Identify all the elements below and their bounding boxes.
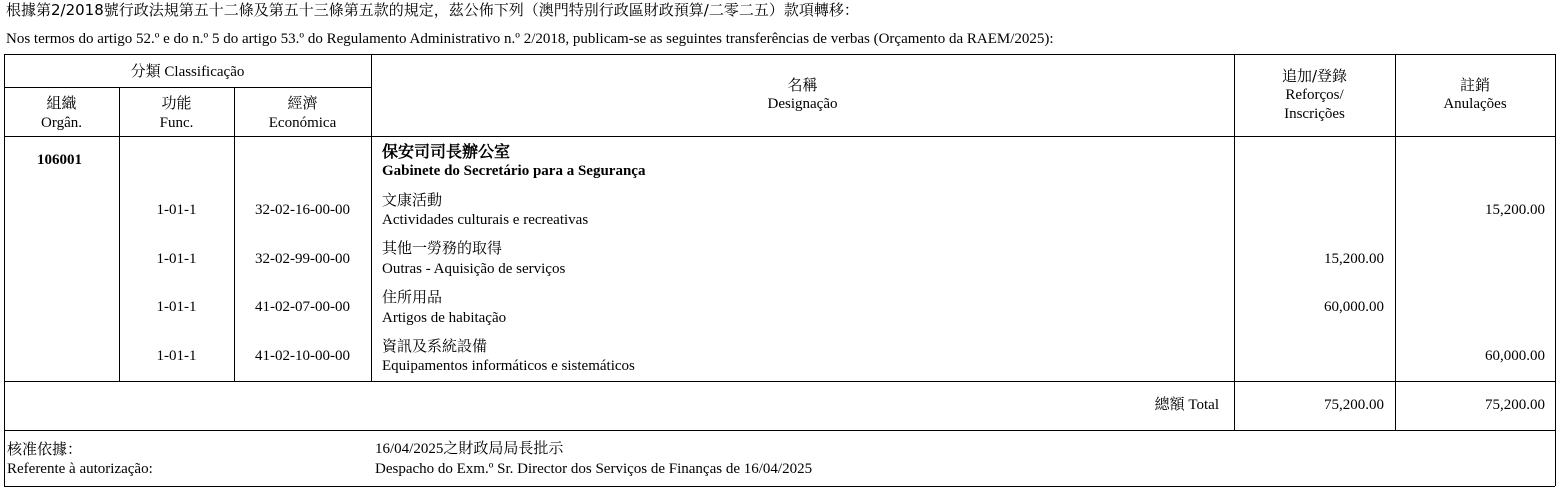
row-func: 1-01-1 bbox=[156, 202, 197, 218]
total-reinforcement: 75,200.00 bbox=[1324, 397, 1384, 413]
intro-portuguese: Nos termos do artigo 52.º e do n.º 5 do artigo 53.º do Regulamento Administrativo n.º 2/2018, publicam-se as seguintes transferências de verbas (Orçamento da RAEM/2025): bbox=[6, 31, 1054, 47]
row-designation-pt: Actividades culturais e recreativas bbox=[382, 212, 589, 228]
row-designation-zh: 其他一勞務的取得 bbox=[382, 239, 503, 257]
intro-chinese: 根據第2/2018號行政法規第五十二條及第五十三條第五款的規定，茲公佈下列（澳門特別行政區財政預算/二零二五）款項轉移： bbox=[6, 1, 859, 19]
row-annulment: 60,000.00 bbox=[1485, 348, 1545, 364]
total-annulment: 75,200.00 bbox=[1485, 397, 1545, 413]
func-header-zh: 功能 bbox=[161, 94, 192, 112]
row-designation-pt: Outras - Aquisição de serviços bbox=[382, 261, 566, 277]
authorization-value-pt: Despacho do Exm.º Sr. Director dos Serviços de Finanças de 16/04/2025 bbox=[375, 461, 813, 477]
row-func: 1-01-1 bbox=[156, 348, 197, 364]
row-econ: 32-02-99-00-00 bbox=[255, 251, 350, 267]
classification-header bbox=[4, 63, 371, 81]
reinforcement-header-pt1: Reforços/ bbox=[1285, 87, 1344, 103]
row-designation-zh: 文康活動 bbox=[382, 191, 443, 209]
authorization-label-zh: 核准依據： bbox=[7, 440, 83, 458]
organ-code: 106001 bbox=[37, 152, 82, 168]
row-designation-zh: 資訊及系統設備 bbox=[382, 337, 488, 355]
row-reinforcement: 60,000.00 bbox=[1324, 299, 1384, 315]
reinforcement-header-zh: 追加/登錄 bbox=[1281, 67, 1348, 85]
row-annulment: 15,200.00 bbox=[1485, 202, 1545, 218]
row-econ: 41-02-10-00-00 bbox=[255, 348, 350, 364]
func-header-pt: Func. bbox=[159, 115, 194, 131]
organ-name-pt: Gabinete do Secretário para a Segurança bbox=[382, 163, 646, 179]
classification-header-zh: 分類 bbox=[130, 62, 161, 80]
authorization-value-zh: 16/04/2025之財政局局長批示 bbox=[375, 441, 564, 457]
row-econ: 41-02-07-00-00 bbox=[255, 299, 350, 315]
organ-header-zh: 組織 bbox=[46, 94, 77, 112]
econ-header-zh: 經濟 bbox=[287, 94, 318, 112]
organ-header-pt: Orgân. bbox=[41, 115, 82, 131]
row-designation-pt: Artigos de habitação bbox=[382, 310, 507, 326]
authorization-label-pt: Referente à autorização: bbox=[7, 461, 153, 477]
row-func: 1-01-1 bbox=[156, 299, 197, 315]
row-designation-pt: Equipamentos informáticos e sistemáticos bbox=[382, 358, 635, 374]
reinforcement-header-pt2: Inscrições bbox=[1284, 106, 1345, 122]
designation-header-zh: 名稱 bbox=[787, 76, 818, 94]
row-reinforcement: 15,200.00 bbox=[1324, 251, 1384, 267]
row-func: 1-01-1 bbox=[156, 251, 197, 267]
econ-header-pt: Económica bbox=[268, 115, 337, 131]
total-label: 總額 Total bbox=[1154, 397, 1219, 413]
designation-header-pt: Designação bbox=[767, 96, 838, 112]
organ-name-zh: 保安司司長辦公室 bbox=[382, 142, 511, 161]
annulment-header-zh: 註銷 bbox=[1459, 76, 1490, 94]
classification-header-pt: Classificação bbox=[164, 64, 245, 80]
annulment-header-pt: Anulações bbox=[1443, 96, 1507, 112]
row-econ: 32-02-16-00-00 bbox=[255, 202, 350, 218]
row-designation-zh: 住所用品 bbox=[382, 288, 443, 306]
